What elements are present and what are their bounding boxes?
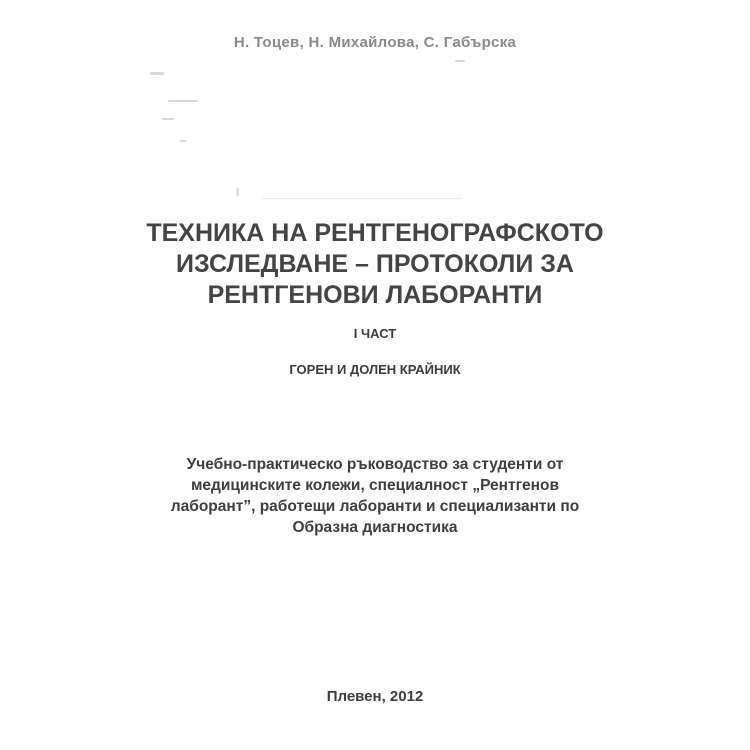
description-line: Учебно-практическо ръководство за студенти от xyxy=(186,456,564,473)
book-title xyxy=(0,218,750,311)
subtitle: ГОРЕН И ДОЛЕН КРАЙНИК xyxy=(289,362,461,377)
title-line: ИЗСЛЕДВАНЕ – ПРОТОКОЛИ ЗА xyxy=(176,250,574,278)
title-line: ТЕХНИКА НА РЕНТГЕНОГРАФСКОТО xyxy=(146,219,604,247)
description xyxy=(0,454,750,538)
scan-speck xyxy=(262,198,462,199)
description-line: медицинските колежи, специалност „Рентгенов xyxy=(190,477,560,494)
part-label: I ЧАСТ xyxy=(353,326,397,341)
scan-speck xyxy=(168,100,198,102)
scan-speck xyxy=(162,118,174,120)
scan-speck xyxy=(150,72,164,75)
description-line: лаборант”, работещи лаборанти и специализанти по xyxy=(170,498,580,515)
title-line: РЕНТГЕНОВИ ЛАБОРАНТИ xyxy=(207,281,543,309)
scan-speck xyxy=(455,60,465,62)
authors: Н. Тоцев, Н. Михайлова, С. Габърска xyxy=(233,34,517,51)
scan-speck xyxy=(236,188,239,196)
description-line: Образна диагностика xyxy=(292,519,458,536)
place-and-year: Плевен, 2012 xyxy=(326,688,424,705)
scan-speck xyxy=(180,140,186,142)
